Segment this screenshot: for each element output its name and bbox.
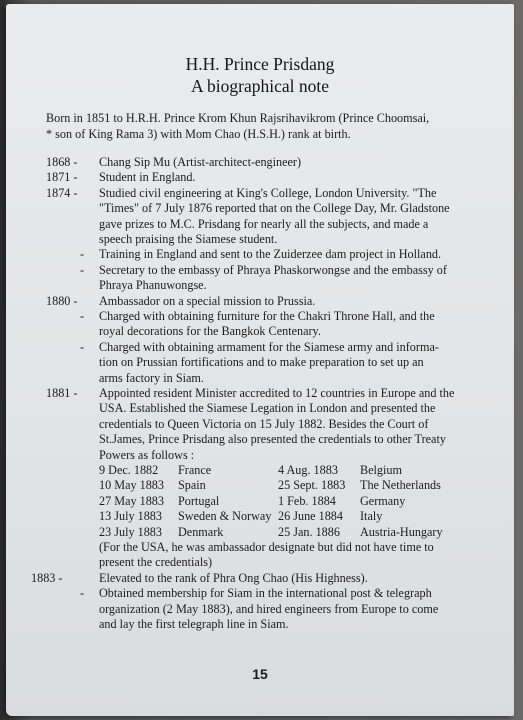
credential-right-country: Belgium [360,463,402,477]
entry-year: 1874 - [46,185,78,200]
entry-text-line: Student in England. [99,170,196,185]
entry-text-line: Charged with obtaining furniture for the Chakri Throne Hall, and the [99,309,435,323]
credential-right-date: 25 Sept. 1883 [278,478,346,493]
credential-right-date: 25 Jan. 1886 [278,524,340,539]
entry-text-line: Charged with obtaining armament for the Siamese army and informa- [99,339,439,354]
entry-dash: - [80,309,85,323]
credential-right-country: Italy [360,509,383,524]
entry-text-line: Elevated to the rank of Phra Ong Chao (His Highness). [99,570,368,585]
credential-left-date: 9 Dec. 1882 [99,463,159,477]
credential-right-country: Germany [360,493,406,508]
entry-text-line: Training in England and sent to the Zuiderzee dam project in Holland. [99,247,442,262]
intro-line: * son of King Rama 3) with Mom Chao (H.S.H.) rank at birth. [46,127,351,141]
entry-text-line: Secretary to the embassy of Phraya Phaskorwongse and the embassy of [99,262,447,277]
page-number: 15 [252,666,268,682]
credential-left-country: Denmark [178,524,224,539]
entry-text-line: Powers as follows : [99,447,195,462]
entry-year: 1880 - [46,293,78,308]
entry-dash: - [80,247,85,262]
entry-text-line: and lay the first telegraph line in Siam. [99,617,289,631]
entry-text-line: arms factory in Siam. [99,370,204,385]
usa-note-line: present the credentials) [99,555,213,570]
entry-year: 1883 - [31,570,63,585]
credential-right-country: The Netherlands [360,478,441,493]
credential-left-country: Portugal [178,493,220,508]
credential-right-date: 4 Aug. 1883 [278,463,338,477]
credential-left-country: Spain [178,478,206,493]
credential-right-date: 26 June 1884 [278,509,343,524]
credential-right-date: 1 Feb. 1884 [278,493,336,508]
entry-text-line: St.James, Prince Prisdang also presented the credentials to other Treaty [99,432,446,447]
entry-text-line: "Times" of 7 July 1876 reported that on the College Day, Mr. Gladstone [99,201,450,216]
entry-year: 1881 - [46,386,78,400]
entry-text-line: Studied civil engineering at King's College, London University. "The [99,185,437,200]
entry-text-line: speech praising the Siamese student. [99,232,278,246]
credential-left-country: France [178,463,212,477]
entry-dash: - [80,262,85,277]
credential-left-country: Sweden & Norway [178,509,272,524]
page-subtitle: A biographical note [190,76,330,96]
credential-left-date: 27 May 1883 [99,493,164,508]
entry-dash: - [80,339,85,354]
intro-paragraph [46,110,476,142]
entry-text-line: Chang Sip Mu (Artist-architect-engineer) [99,155,302,169]
entry-year: 1868 - [46,155,78,169]
entry-text-line: organization (2 May 1883), and hired engineers from Europe to come [99,601,439,616]
book-page [6,4,514,716]
entry-text-line: gave prizes to M.C. Prisdang for nearly all the subjects, and made a [99,216,429,231]
entry-text-line: credentials to Queen Victoria on 15 July 1882. Besides the Court of [99,416,429,431]
credential-left-date: 23 July 1883 [99,524,162,539]
entry-text-line: Obtained membership for Siam in the international post & telegraph [99,586,432,601]
credential-left-date: 10 May 1883 [99,478,164,493]
entry-year: 1871 - [46,170,78,185]
entry-text-line: Ambassador on a special mission to Prussia. [99,293,316,308]
entry-text-line: USA. Established the Siamese Legation in London and presented the [99,401,436,416]
entry-text-line: tion on Prussian fortifications and to make preparation to set up an [99,355,424,370]
entry-dash: - [80,586,85,601]
entry-text-line: Appointed resident Minister accredited to 12 countries in Europe and the [99,386,455,400]
credential-left-date: 13 July 1883 [99,509,162,524]
usa-note-line: (For the USA, he was ambassador designate but did not have time to [99,540,434,554]
entry-text-line: Phraya Phanuwongse. [99,278,207,293]
credential-right-country: Austria-Hungary [360,524,443,539]
entry-text-line: royal decorations for the Bangkok Centenary. [99,324,321,339]
intro-line: Born in 1851 to H.R.H. Prince Krom Khun Rajsrihavikrom (Prince Choomsai, [46,111,430,125]
page-title: H.H. Prince Prisdang [185,54,335,74]
